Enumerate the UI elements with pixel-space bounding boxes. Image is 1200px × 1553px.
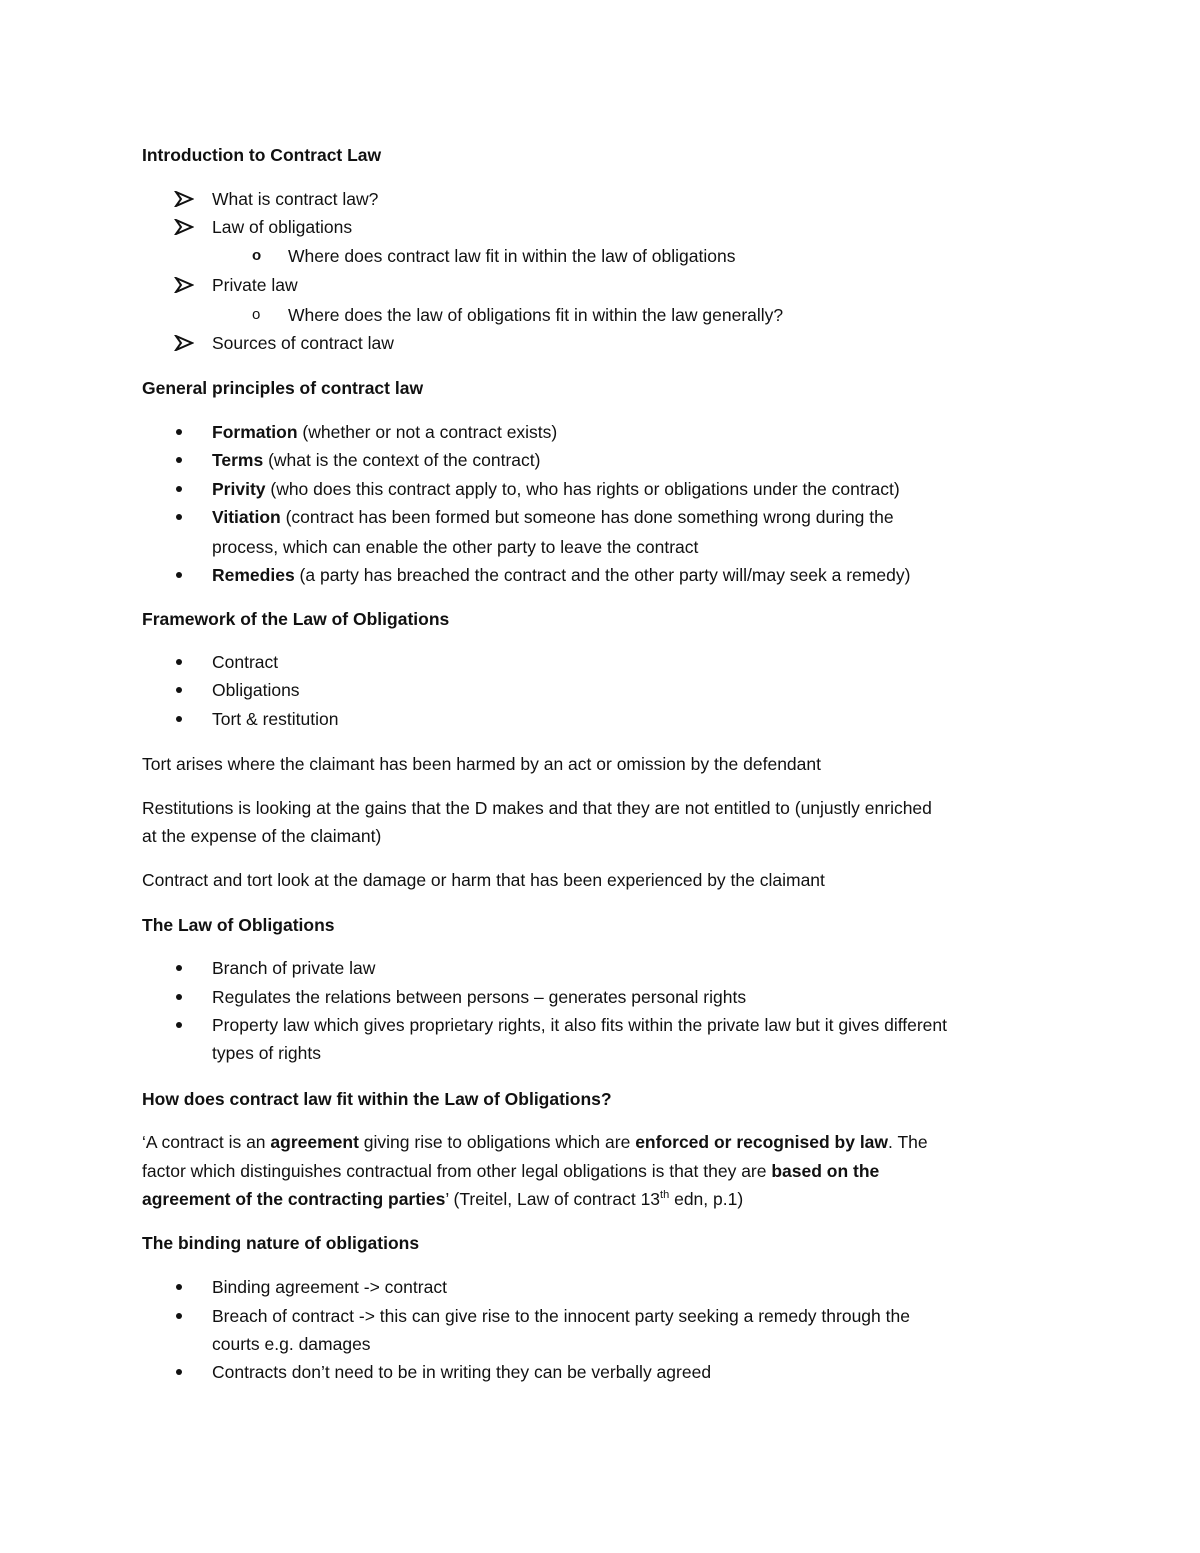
text: . The (888, 1132, 928, 1152)
list-item: What is contract law? (212, 189, 379, 209)
list-item (212, 505, 894, 529)
term: Terms (212, 450, 264, 470)
bullet-icon (176, 1275, 186, 1299)
list-item (212, 448, 540, 472)
text: factor which distinguishes contractual from other legal obligations is that they are (142, 1161, 772, 1181)
bullet-icon (176, 505, 186, 529)
list-item: Obligations (212, 680, 300, 700)
sub-list-item: Where does the law of obligations fit in within the law generally? (288, 305, 784, 325)
list-item: Breach of contract -> this can give rise to the innocent party seeking a remedy through the (212, 1306, 910, 1326)
bullet-icon (176, 650, 186, 674)
bullet-icon (176, 985, 186, 1009)
list-item-continuation: types of rights (212, 1043, 321, 1063)
list-item (212, 563, 910, 587)
text: ‘A contract is an (142, 1132, 271, 1152)
description: (who does this contract apply to, who has rights or obligations under the contract) (265, 479, 900, 499)
section-heading-fit: How does contract law fit within the Law of Obligations? (142, 1089, 612, 1109)
emphasis: based on the (771, 1161, 880, 1181)
section-heading-introduction: Introduction to Contract Law (142, 145, 382, 165)
paragraph-continuation: at the expense of the claimant) (142, 826, 382, 846)
arrow-bullet-icon (174, 215, 194, 239)
list-item (212, 420, 557, 444)
term: Privity (212, 479, 266, 499)
list-item: Tort & restitution (212, 709, 339, 729)
list-item (212, 477, 900, 501)
paragraph: Restitutions is looking at the gains that the D makes and that they are not entitled to (unjustly enriched (142, 798, 932, 818)
quote-line (142, 1187, 743, 1211)
term: Formation (212, 422, 298, 442)
list-item: Binding agreement -> contract (212, 1277, 447, 1297)
text: edn, p.1) (669, 1189, 744, 1209)
bullet-icon (176, 956, 186, 980)
bullet-icon (176, 420, 186, 444)
description: (whether or not a contract exists) (297, 422, 558, 442)
section-heading-binding: The binding nature of obligations (142, 1233, 420, 1253)
arrow-bullet-icon (174, 187, 194, 211)
bullet-icon (176, 1013, 186, 1037)
hollow-circle-bullet-icon: o (252, 306, 261, 323)
bullet-icon (176, 1304, 186, 1328)
list-item: Law of obligations (212, 217, 353, 237)
hollow-circle-bullet-icon: o (252, 247, 262, 264)
sub-list-item: Where does contract law fit in within the law of obligations (288, 246, 736, 266)
description: (a party has breached the contract and the other party will/may seek a remedy) (294, 565, 911, 585)
description: (contract has been formed but someone has done something wrong during the (280, 507, 894, 527)
quote-line (142, 1130, 928, 1154)
list-item: Private law (212, 275, 298, 295)
list-item-continuation: courts e.g. damages (212, 1334, 371, 1354)
bullet-icon (176, 678, 186, 702)
quote-line (142, 1159, 879, 1183)
paragraph: Tort arises where the claimant has been harmed by an act or omission by the defendant (142, 754, 821, 774)
arrow-bullet-icon (174, 331, 194, 355)
bullet-icon (176, 563, 186, 587)
emphasis: agreement of the contracting parties (142, 1189, 446, 1209)
list-item: Regulates the relations between persons – generates personal rights (212, 987, 747, 1007)
bullet-icon (176, 707, 186, 731)
term: Vitiation (212, 507, 281, 527)
bullet-icon (176, 448, 186, 472)
list-item: Contract (212, 652, 279, 672)
section-heading-obligations: The Law of Obligations (142, 915, 335, 935)
section-heading-framework: Framework of the Law of Obligations (142, 609, 450, 629)
text: ’ (Treitel, Law of contract 13 (445, 1189, 661, 1209)
paragraph: Contract and tort look at the damage or harm that has been experienced by the claimant (142, 870, 825, 890)
description: (what is the context of the contract) (263, 450, 541, 470)
text: giving rise to obligations which are (358, 1132, 636, 1152)
emphasis: enforced or recognised by law (635, 1132, 889, 1152)
list-item: Contracts don’t need to be in writing they can be verbally agreed (212, 1362, 712, 1382)
list-item: Property law which gives proprietary rights, it also fits within the private law but it gives different (212, 1015, 947, 1035)
bullet-icon (176, 477, 186, 501)
arrow-bullet-icon (174, 273, 194, 297)
list-item-continuation: process, which can enable the other party to leave the contract (212, 537, 699, 557)
term: Remedies (212, 565, 295, 585)
list-item: Branch of private law (212, 958, 376, 978)
emphasis: agreement (270, 1132, 359, 1152)
list-item: Sources of contract law (212, 333, 394, 353)
bullet-icon (176, 1360, 186, 1384)
superscript: th (660, 1189, 670, 1202)
section-heading-principles: General principles of contract law (142, 378, 424, 398)
